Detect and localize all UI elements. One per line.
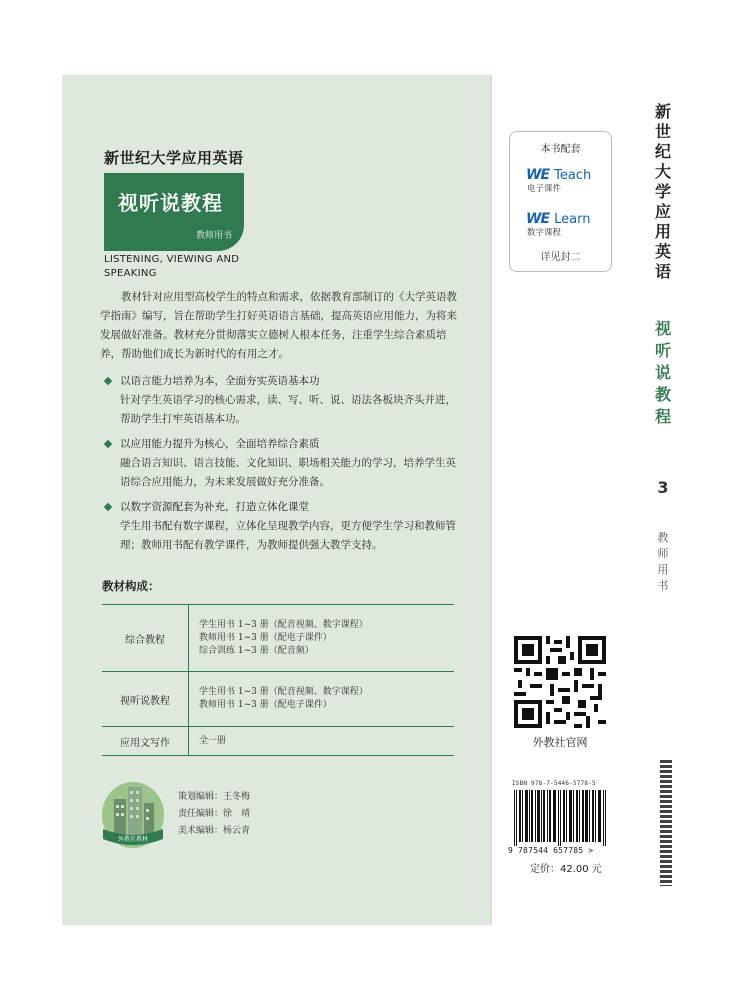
feature-heading: 以应用能力提升为核心，全面培养综合素质	[120, 438, 320, 450]
editor-credits	[178, 789, 250, 840]
product-desc: 电子课件	[527, 184, 562, 194]
editor-line: 责任编辑：徐 靖	[178, 809, 251, 819]
price: 定价：42.00 元	[530, 864, 602, 875]
qr-label: 外教社官网	[532, 736, 588, 749]
editor-line: 美术编辑：杨云青	[178, 826, 251, 836]
editor-line: 策划编辑：王冬梅	[178, 792, 251, 802]
composition-item: 教师用书 1~3 册（配电子课件）	[199, 632, 332, 643]
feature-item	[104, 372, 458, 429]
diamond-bullet-icon	[104, 440, 112, 448]
publisher-logo-text: 外教社教材	[117, 836, 149, 843]
barcode-digits: 9 787544 657785 >	[508, 846, 594, 855]
composition-table	[102, 604, 454, 756]
feature-item	[104, 498, 458, 555]
feature-body: 学生用书配有数字课程，立体化呈现教学内容，更方便学生学习和教师管理；教师用书配有教学课件，为教师提供强大教学支持。	[120, 520, 456, 551]
table-row	[102, 672, 454, 727]
sub-title: 教师用书	[195, 231, 232, 241]
table-row	[102, 605, 454, 672]
companion-kit-box	[509, 131, 612, 272]
composition-name: 综合教程	[102, 605, 189, 672]
intro-paragraph: 教材针对应用型高校学生的特点和需求，依据教育部制订的《大学英语教学指南》编写，旨在帮助学生打好英语语言基础，提高英语应用能力，为将来发展做好准备。教材充分贯彻落实立德树人根本任务，注重学生综合素质培养，帮助他们成长为新时代的有用之才。	[100, 291, 457, 360]
composition-name: 视听说教程	[102, 672, 189, 727]
kit-title: 本书配套	[540, 144, 581, 155]
spine-series-title: 新世纪大学应用英语	[654, 102, 671, 281]
kit-note: 详见封二	[540, 252, 581, 263]
spine-volume: 3	[657, 478, 669, 497]
series-title: 新世纪大学应用英语	[104, 149, 244, 167]
product-name: Learn	[554, 212, 591, 227]
main-title: 视听说教程	[118, 191, 223, 215]
composition-item: 综合训练 1~3 册（配音频）	[199, 645, 314, 656]
feature-body: 针对学生英语学习的核心需求，读、写、听、说、语法各板块齐头并进，帮助学生打牢英语基本功。	[120, 394, 456, 425]
product-name: Teach	[554, 168, 592, 183]
english-title: LISTENING, VIEWING AND SPEAKING	[104, 254, 240, 279]
book-spine	[643, 80, 699, 980]
title-block	[104, 173, 244, 251]
spine-title: 视听说教程	[654, 319, 671, 426]
diamond-bullet-icon	[104, 377, 112, 385]
publisher-logo-icon	[100, 777, 166, 849]
feature-heading: 以数字资源配套为补充，打造立体化课堂	[120, 501, 309, 513]
we-learn-logo	[526, 208, 590, 238]
feature-heading: 以语言能力培养为本，全面夯实英语基本功	[120, 375, 320, 387]
composition-name: 应用文写作	[102, 727, 189, 756]
spine-subtitle: 教师用书	[657, 531, 669, 592]
we-teach-logo	[526, 164, 591, 194]
back-cover	[62, 75, 490, 925]
we-logo-icon: WE	[526, 167, 550, 183]
we-logo-icon: WE	[526, 211, 550, 227]
composition-item: 教师用书 1~3 册（配电子课件）	[199, 700, 332, 710]
composition-item: 学生用书 1~3 册（配音视频、数字课程）	[199, 619, 368, 630]
feature-body: 融合语言知识、语言技能、文化知识、职场相关能力的学习，培养学生英语综合应用能力，为未来发展做好充分准备。	[120, 457, 456, 488]
table-row	[102, 727, 454, 756]
composition-item: 学生用书 1~3 册（配音视频、数字课程）	[199, 687, 368, 697]
product-desc: 数字课程	[527, 228, 562, 238]
isbn-text: ISBN 978-7-5446-5778-5	[512, 780, 596, 787]
feature-list	[104, 372, 458, 561]
composition-label: 教材构成：	[102, 579, 160, 593]
feature-item	[104, 435, 458, 492]
spine-publisher-logo-icon	[660, 760, 672, 886]
diamond-bullet-icon	[104, 503, 112, 511]
barcode-icon	[512, 790, 610, 846]
qr-code-icon[interactable]	[514, 636, 606, 728]
composition-item: 全一册	[199, 735, 227, 746]
